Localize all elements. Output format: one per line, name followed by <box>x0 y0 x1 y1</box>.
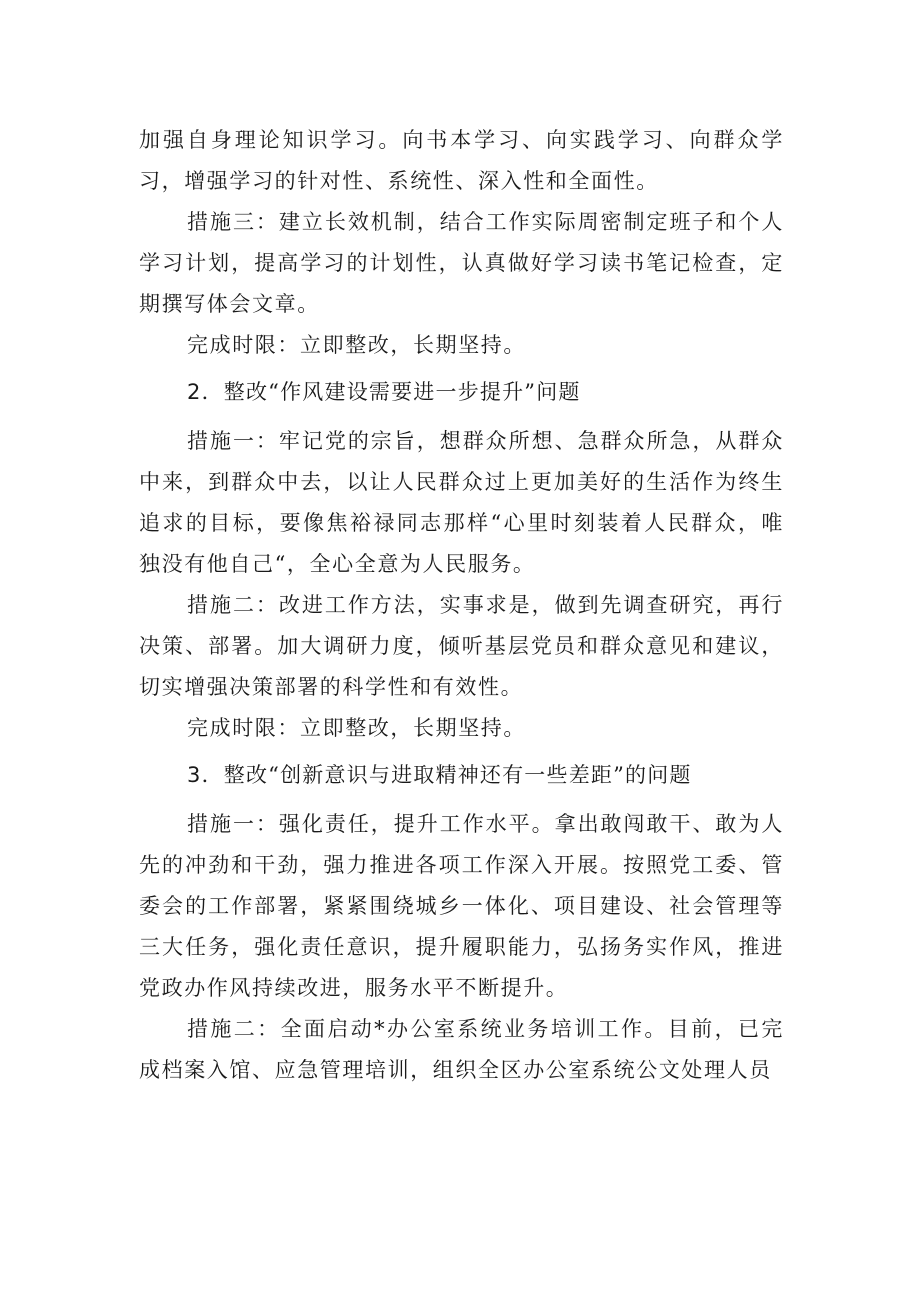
paragraph-measure-1: 措施一：牢记党的宗旨，想群众所想、急群众所急，从群众中来，到群众中去，以让人民群众过上更加美好的生活作为终生追求的目标，要像焦裕禄同志那样“心里时刻装着人民群众，唯独没有他自己“，全心全意为人民服务。 <box>139 429 784 576</box>
section-heading-text: ．整改“作风建设需要进一步提升”问题 <box>201 380 581 404</box>
paragraph-measure-2: 措施二：改进工作方法，实事求是，做到先调查研究，再行决策、部署。加大调研力度，倾听基层党员和群众意见和建议，切实增强决策部署的科学性和有效性。 <box>139 593 784 699</box>
document-body <box>139 120 784 1091</box>
paragraph-measure-1: 措施一：强化责任，提升工作水平。拿出敢闯敢干、敢为人先的冲劲和干劲，强力推进各项工作深入开展。按照党工委、管委会的工作部署，紧紧围绕城乡一体化、项目建设、社会管理等三大任务，强化责任意识，提升履职能力，弘扬务实作风，推进党政办作风持续改进，服务水平不断提升。 <box>139 812 784 1000</box>
paragraph: 加强自身理论知识学习。向书本学习、向实践学习、向群众学习，增强学习的针对性、系统性、深入性和全面性。 <box>139 128 784 193</box>
section-heading-text: ．整改“创新意识与进取精神还有一些差距”的问题 <box>201 763 692 787</box>
section-number: 3 <box>187 763 202 787</box>
section-heading-2 <box>139 372 784 413</box>
paragraph-deadline: 完成时限：立即整改，长期坚持。 <box>187 716 526 740</box>
paragraph-measure-2: 措施二：全面启动*办公室系统业务培训工作。目前，已完成档案入馆、应急管理培训，组织全区办公室系统公文处理人员 <box>139 1017 784 1082</box>
section-number: 2 <box>187 380 202 404</box>
paragraph-measure-3: 措施三：建立长效机制，结合工作实际周密制定班子和个人学习计划，提高学习的计划性，认真做好学习读书笔记检查，定期撰写体会文章。 <box>139 210 784 316</box>
paragraph-deadline: 完成时限：立即整改，长期坚持。 <box>187 333 526 357</box>
section-heading-3 <box>139 755 784 796</box>
